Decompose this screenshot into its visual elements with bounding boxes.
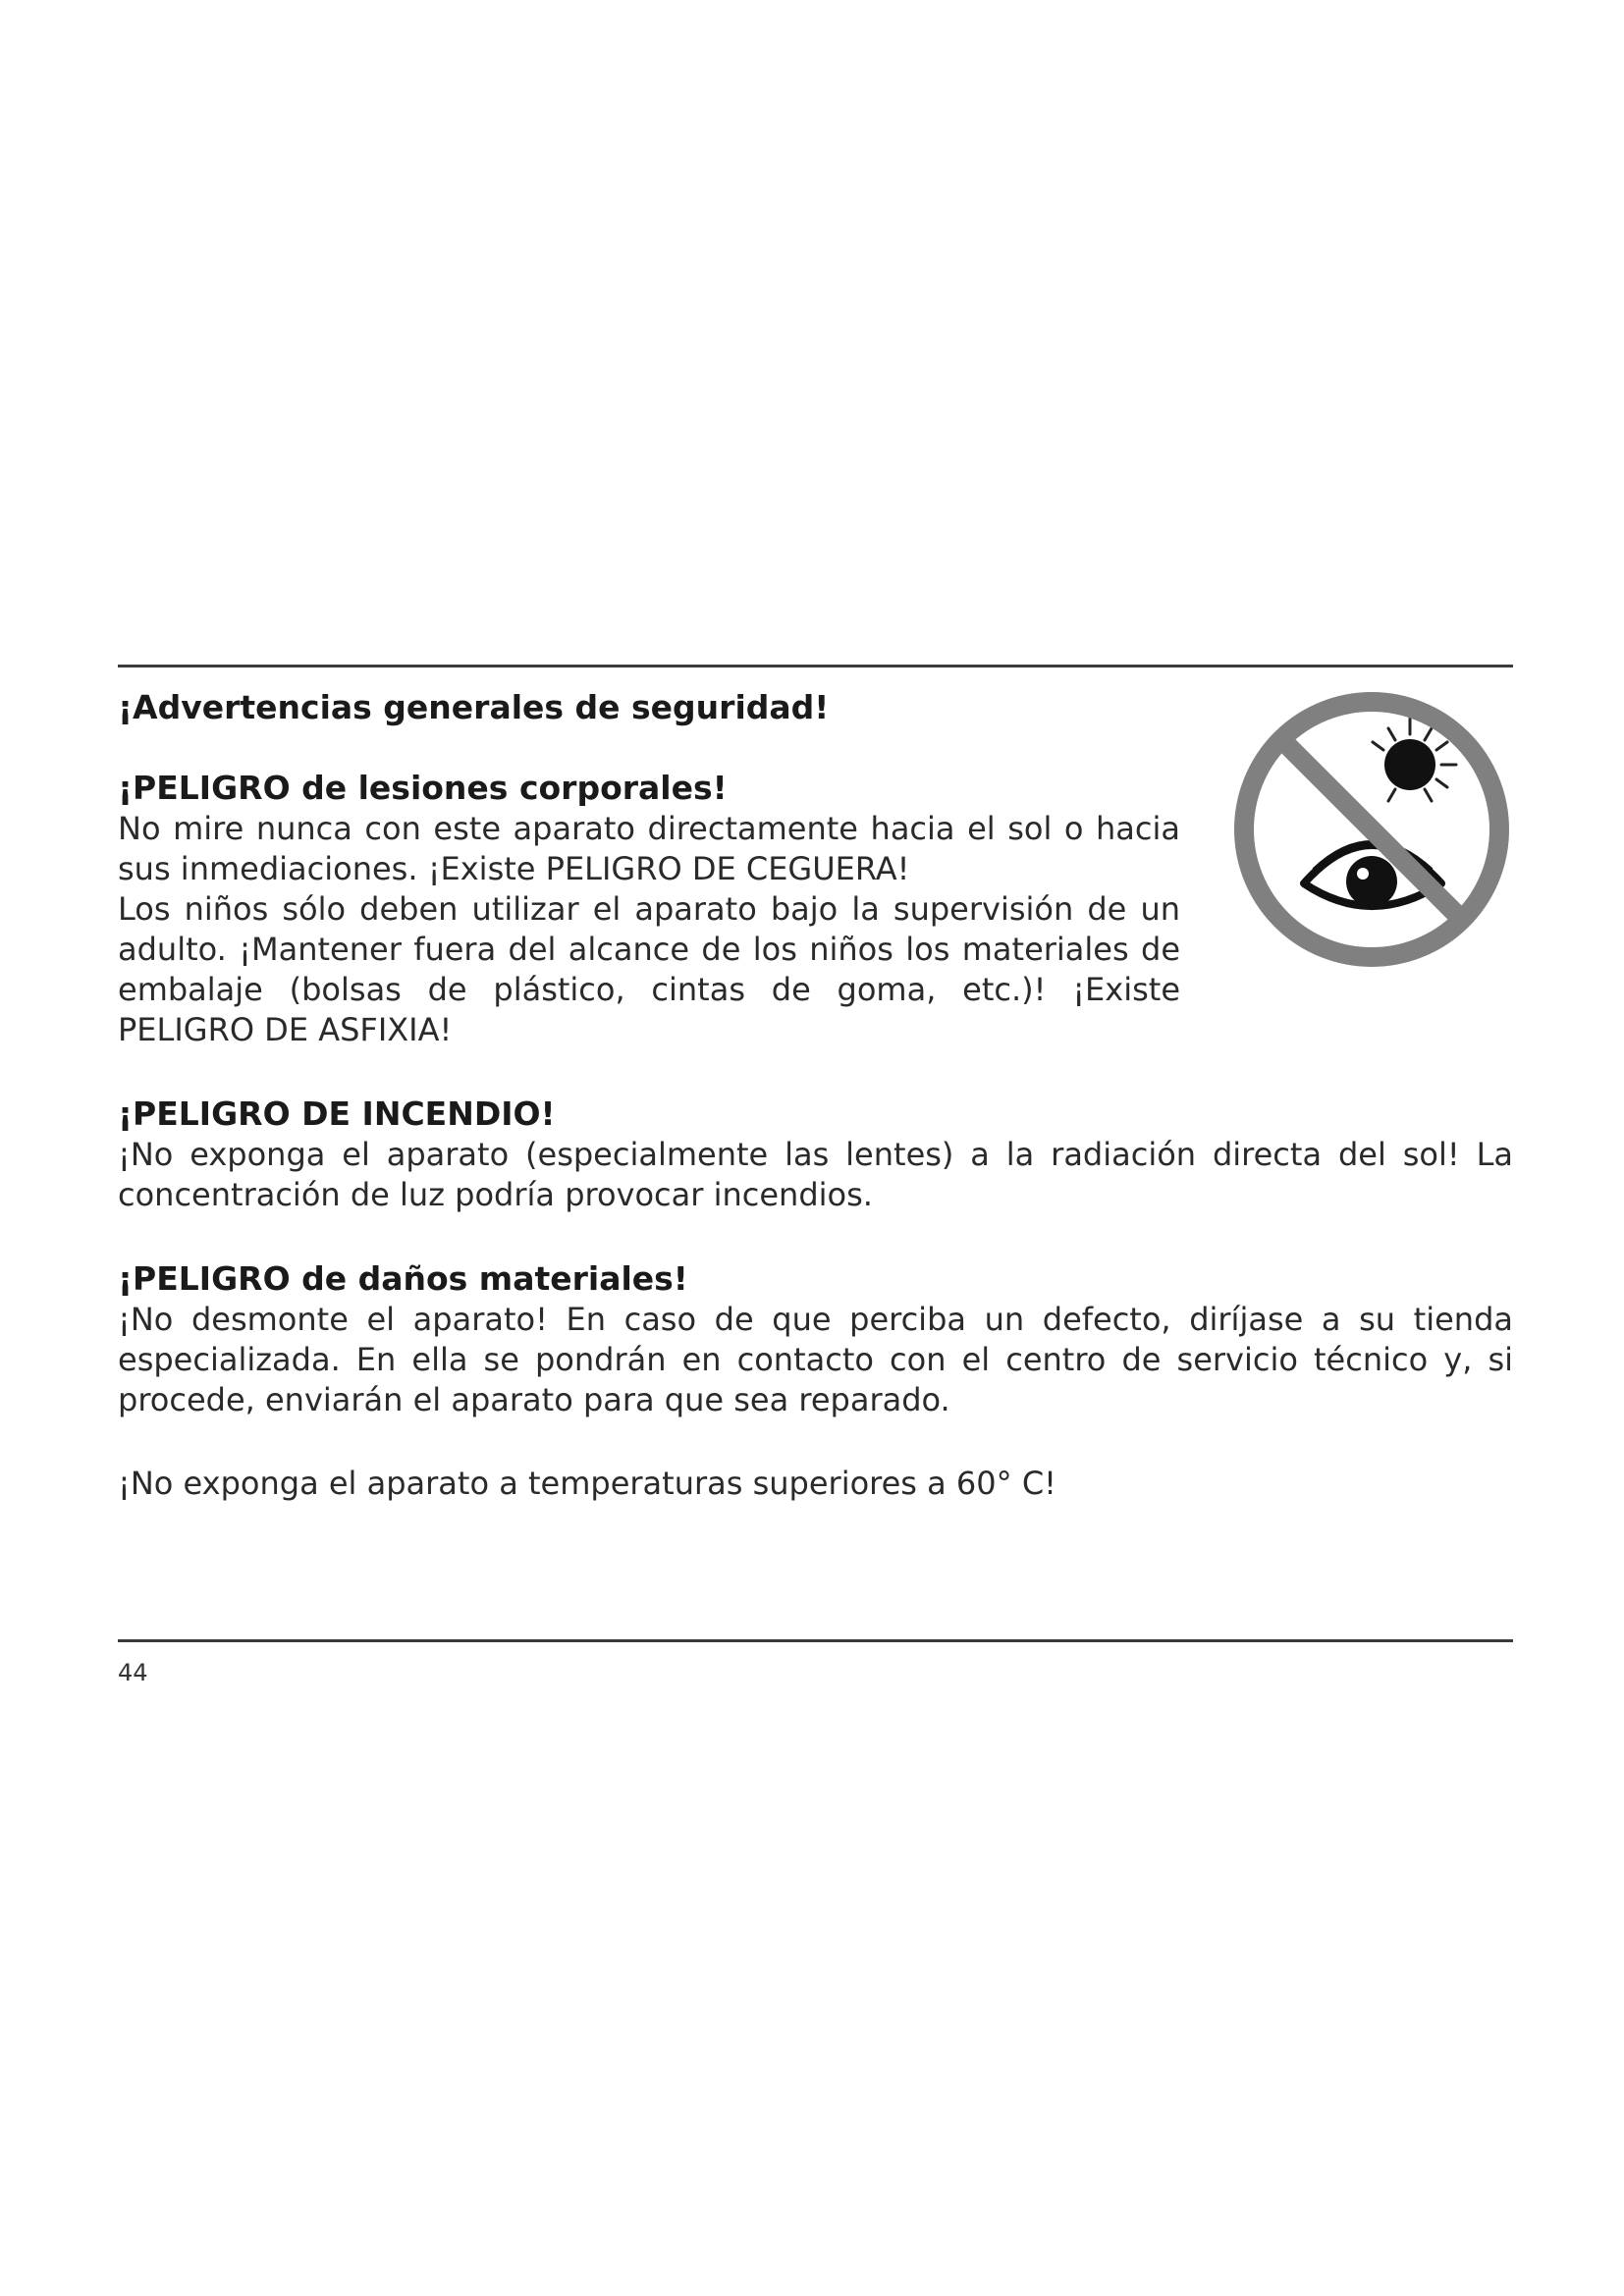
section-heading: ¡PELIGRO de daños materiales! [118,1259,688,1298]
top-divider [118,665,1513,667]
section-paragraph: ¡No desmonte el aparato! En caso de que perciba un defecto, diríjase a su tienda especializada. En ella se pondrán en contacto con el centro de servicio técnico y, si procede, enviarán el aparato para que sea reparado. [118,1301,1513,1418]
section-material-damage [118,1258,1513,1420]
bottom-divider [118,1639,1513,1642]
section-heading: ¡PELIGRO de lesiones corporales! [118,769,728,807]
section-fire-hazard [118,1094,1513,1215]
page-number: 44 [118,1659,148,1686]
section-paragraph: No mire nunca con este aparato directamente hacia el sol o hacia sus inmediaciones. ¡Existe PELIGRO DE CEGUERA! [118,810,1180,887]
section-paragraph: ¡No exponga el aparato (especialmente las lentes) a la radiación directa del sol! La concentración de luz podría provocar incendios. [118,1136,1513,1213]
page-title: ¡Advertencias generales de seguridad! [118,688,830,726]
safety-warnings [118,687,1513,1547]
section-heading: ¡PELIGRO DE INCENDIO! [118,1095,556,1133]
section-bodily-injury [118,768,1513,1050]
section-paragraph: ¡No exponga el aparato a temperaturas superiores a 60° C! [118,1465,1056,1502]
section-paragraph: Los niños sólo deben utilizar el aparato bajo la supervisión de un adulto. ¡Mantener fuera del alcance de los niños los materiales de embalaje (bolsas de plástico, cintas de goma, etc.)! ¡Existe PELIGRO DE ASFIXIA! [118,890,1180,1048]
section-temperature [118,1464,1513,1504]
